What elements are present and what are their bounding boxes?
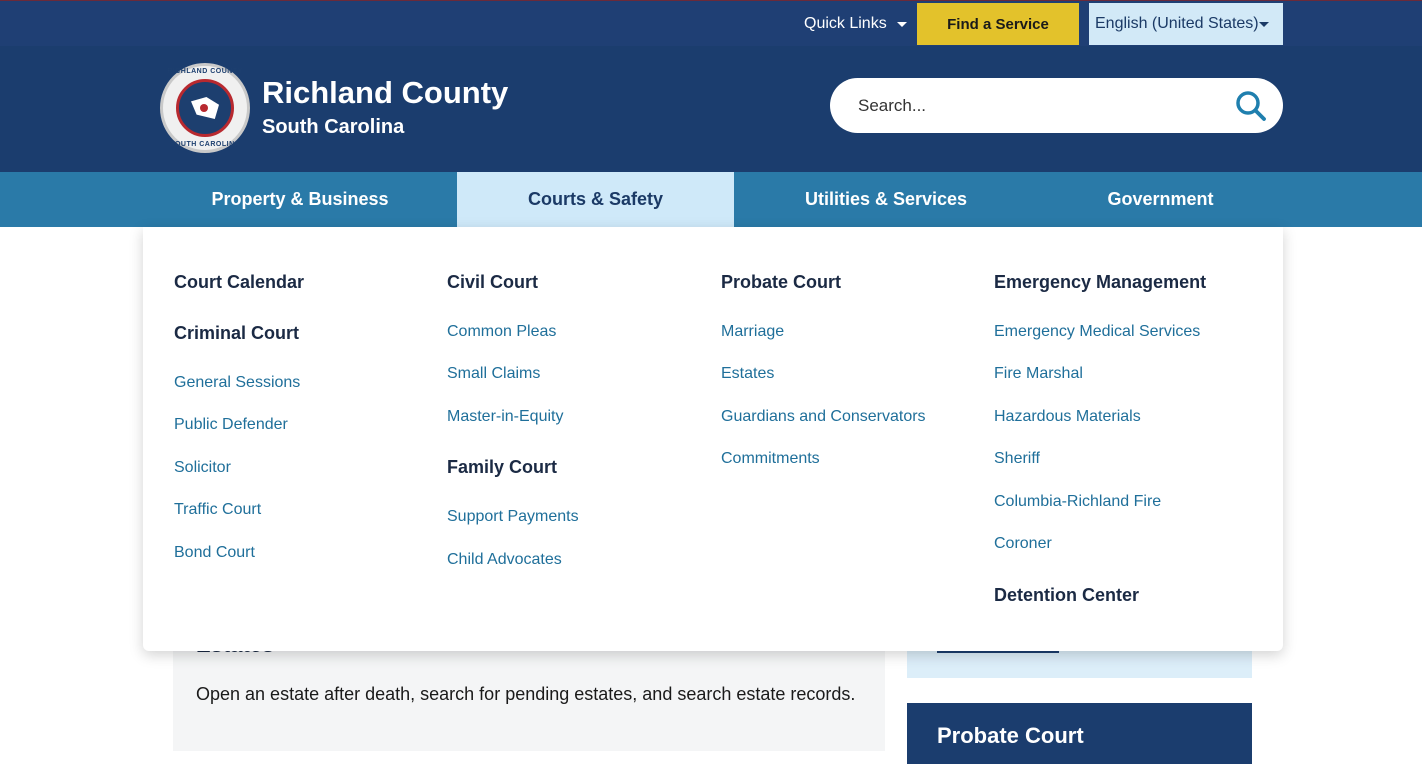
menu-probate-court[interactable]: Probate Court: [721, 272, 842, 292]
quick-links-dropdown[interactable]: [790, 1, 921, 47]
language-select[interactable]: [1089, 3, 1283, 45]
menu-estates[interactable]: Estates: [721, 365, 775, 382]
menu-detention-center[interactable]: Detention Center: [994, 585, 1140, 605]
menu-commitments[interactable]: Commitments: [721, 450, 820, 467]
menu-coroner[interactable]: Coroner: [994, 535, 1052, 552]
probate-court-card: [907, 703, 1252, 764]
menu-sheriff[interactable]: Sheriff: [994, 450, 1040, 467]
menu-emergency-medical-services[interactable]: Emergency Medical Services: [994, 323, 1201, 340]
state-shape-icon: [191, 97, 219, 119]
site-title[interactable]: Richland County: [262, 75, 509, 110]
site-subtitle: South Carolina: [262, 116, 405, 138]
nav-government[interactable]: Government: [1107, 189, 1214, 209]
menu-guardians-conservators[interactable]: Guardians and Conservators: [721, 408, 926, 425]
menu-columbia-richland-fire[interactable]: Columbia-Richland Fire: [994, 493, 1162, 510]
menu-solicitor[interactable]: Solicitor: [174, 459, 231, 476]
menu-fire-marshal[interactable]: Fire Marshal: [994, 365, 1083, 382]
nav-property-business[interactable]: Property & Business: [211, 189, 389, 209]
courts-safety-mega-menu: [143, 227, 1283, 651]
menu-general-sessions[interactable]: General Sessions: [174, 374, 301, 391]
menu-small-claims[interactable]: Small Claims: [447, 365, 541, 382]
utility-bar: [0, 0, 1422, 46]
main-nav: [0, 172, 1422, 227]
menu-court-calendar[interactable]: Court Calendar: [174, 272, 305, 292]
seal-top-text: RICHLAND COUNTY: [167, 68, 243, 75]
menu-master-in-equity[interactable]: Master-in-Equity: [447, 408, 564, 425]
seal-bottom-text: SOUTH CAROLINA: [169, 141, 241, 148]
menu-common-pleas[interactable]: Common Pleas: [447, 323, 557, 340]
search-button[interactable]: [1233, 88, 1269, 124]
nav-utilities-services[interactable]: Utilities & Services: [804, 189, 968, 209]
language-label: English (United States): [1095, 15, 1259, 32]
find-a-service-button[interactable]: Find a Service: [917, 3, 1079, 45]
nav-courts-safety[interactable]: Courts & Safety: [457, 172, 734, 227]
menu-family-court[interactable]: Family Court: [447, 457, 558, 477]
probate-court-card-title[interactable]: Probate Court: [937, 723, 1084, 748]
menu-support-payments[interactable]: Support Payments: [447, 508, 579, 525]
menu-civil-court[interactable]: Civil Court: [447, 272, 539, 292]
menu-traffic-court[interactable]: Traffic Court: [174, 501, 262, 518]
chevron-down-icon: [1259, 22, 1269, 27]
site-header: [0, 46, 1422, 172]
chevron-down-icon: [897, 22, 907, 27]
quick-links-label: Quick Links: [804, 15, 887, 32]
menu-public-defender[interactable]: Public Defender: [174, 416, 288, 433]
search-box: [830, 78, 1283, 133]
menu-hazardous-materials[interactable]: Hazardous Materials: [994, 408, 1141, 425]
estates-description: Open an estate after death, search for pending estates, and search estate records.: [196, 684, 856, 704]
search-input[interactable]: [858, 78, 1218, 133]
seal-emblem: [176, 79, 234, 137]
menu-criminal-court[interactable]: Criminal Court: [174, 323, 300, 343]
menu-emergency-management[interactable]: Emergency Management: [994, 272, 1207, 292]
county-seal-logo[interactable]: [160, 63, 250, 153]
menu-bond-court[interactable]: Bond Court: [174, 544, 255, 561]
search-icon: [1235, 90, 1267, 122]
menu-marriage[interactable]: Marriage: [721, 323, 785, 340]
menu-child-advocates[interactable]: Child Advocates: [447, 551, 562, 568]
